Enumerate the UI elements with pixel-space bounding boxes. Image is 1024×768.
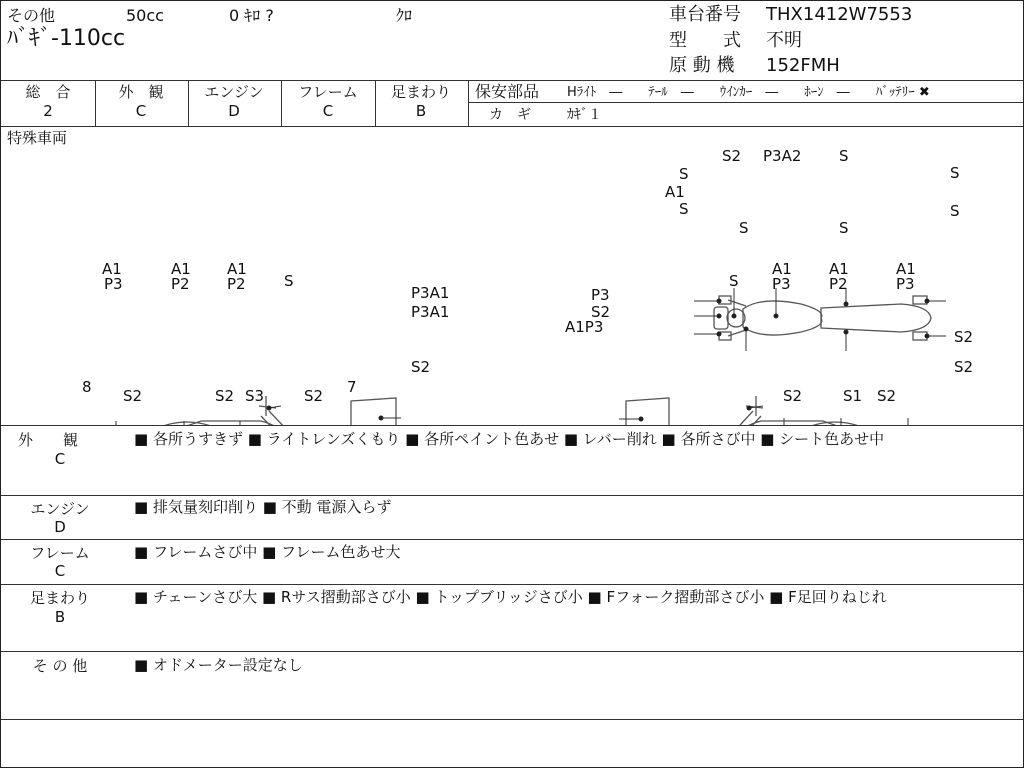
- label-top-s2: S2: [722, 147, 742, 165]
- label-top-p3a2: P3A2: [763, 147, 802, 165]
- label-right-p3: P3: [591, 286, 610, 304]
- exterior-grade: C: [135, 102, 147, 120]
- model-name: ﾊﾞｷﾞ-110cc: [7, 26, 126, 51]
- label-top-a1: A1: [665, 183, 685, 201]
- label-left-s2: S2: [411, 358, 431, 376]
- label-right-s2: S2: [954, 358, 974, 376]
- label-right-a1p3: A1P3: [565, 318, 604, 336]
- remarks-exterior-grade: C: [54, 450, 66, 468]
- divider: [1, 425, 1023, 426]
- exterior-label: 外 観: [118, 83, 164, 101]
- label-right-a1: A1: [772, 260, 792, 278]
- label-right-s2: S2: [783, 387, 803, 405]
- remarks-frame-label: フレーム: [30, 544, 90, 562]
- type-label: 型 式: [669, 30, 741, 51]
- label-right-p3: P3: [896, 275, 915, 293]
- frame-no-label: 車台番号: [669, 4, 741, 25]
- divider: [1, 584, 1023, 585]
- label-right-p3: P3: [772, 275, 791, 293]
- top-view-motorcycle: [714, 296, 931, 340]
- remarks-exterior-text: ■ 各所うすきず ■ ライトレンズくもり ■ 各所ペイント色あせ ■ レバー削れ ■ 各所さび中 ■ シート色あせ中: [134, 430, 885, 448]
- remarks-other-label: そ の 他: [32, 657, 88, 675]
- remarks-engine-label: エンジン: [30, 500, 90, 518]
- label-left-8: 8: [82, 378, 92, 396]
- label-left-7: 7: [347, 378, 357, 396]
- label-left-s2: S2: [123, 387, 143, 405]
- label-left-s: S: [284, 272, 294, 290]
- remarks-suspension-label: 足まわり: [29, 589, 90, 607]
- label-top-s: S: [739, 219, 749, 237]
- label-left-p3: P3: [104, 275, 123, 293]
- color: ｸﾛ: [396, 6, 413, 25]
- label-left-s2: S2: [215, 387, 235, 405]
- damage-diagram: [1, 126, 1023, 426]
- label-left-a1: A1: [102, 260, 122, 278]
- key-value: ｶｷﾞ１: [567, 107, 602, 123]
- label-top-s: S: [950, 202, 960, 220]
- label-left-p2: P2: [227, 275, 246, 293]
- label-left-p2: P2: [171, 275, 190, 293]
- divider: [1, 651, 1023, 652]
- special-vehicle-label: 特殊車両: [7, 129, 68, 147]
- remarks-engine-grade: D: [54, 518, 66, 536]
- engine-label: 原 動 機: [669, 55, 735, 76]
- label-left-a1: A1: [171, 260, 191, 278]
- displacement: 50cc: [126, 6, 164, 25]
- label-right-a1: A1: [896, 260, 916, 278]
- type-value: 不明: [766, 30, 802, 51]
- remarks-other-text: ■ オドメーター設定なし: [134, 656, 303, 674]
- divider: [1, 719, 1023, 720]
- label-right-s2: S2: [877, 387, 897, 405]
- suspension-label: 足まわり: [390, 83, 451, 101]
- label-left-p3a1: P3A1: [411, 303, 450, 321]
- label-top-s: S: [950, 164, 960, 182]
- frame-no: THX1412W7553: [766, 4, 913, 25]
- suspension-grade: B: [415, 102, 427, 120]
- label-right-s2: S2: [954, 328, 974, 346]
- label-top-s: S: [679, 200, 689, 218]
- label-right-s: S: [729, 272, 739, 290]
- label-right-p2: P2: [829, 275, 848, 293]
- mileage: 0 ｷﾛ ?: [229, 6, 274, 25]
- remarks-exterior-label: 外 観: [17, 431, 78, 449]
- remarks-frame-text: ■ フレームさび中 ■ フレーム色あせ大: [134, 543, 401, 561]
- safety-label: 保安部品: [475, 82, 540, 101]
- remarks-frame-grade: C: [54, 562, 66, 580]
- key-label: カ ギ: [489, 107, 531, 123]
- label-right-s2: S2: [591, 303, 611, 321]
- remarks-suspension-text: ■ チェーンさび大 ■ Rサス摺動部さび小 ■ トップブリッジさび小 ■ Fフォーク摺動部さび小 ■ F足回りねじれ: [134, 588, 887, 606]
- frame-grade: C: [322, 102, 334, 120]
- engine-label: エンジン: [204, 83, 264, 101]
- label-top-s: S: [679, 165, 689, 183]
- category: その他: [7, 6, 56, 25]
- overall-label: 総 合: [25, 83, 71, 101]
- safety-items: Hﾗｲﾄ ― ﾃｰﾙ ― ｳｲﾝｶｰ ― ﾎｰﾝ ― ﾊﾞｯﾃﾘｰ ✖: [567, 85, 930, 100]
- engine-value: 152FMH: [766, 55, 840, 76]
- label-left-s2: S2: [304, 387, 324, 405]
- engine-grade: D: [228, 102, 240, 120]
- divider: [1, 539, 1023, 540]
- label-right-a1: A1: [829, 260, 849, 278]
- remarks-suspension-grade: B: [54, 608, 66, 626]
- label-right-s1: S1: [843, 387, 863, 405]
- label-left-p3a1: P3A1: [411, 284, 450, 302]
- remarks-engine-text: ■ 排気量刻印削り ■ 不動 電源入らず: [134, 498, 392, 516]
- label-left-s3: S3: [245, 387, 265, 405]
- label-left-a1: A1: [227, 260, 247, 278]
- label-top-s: S: [839, 147, 849, 165]
- label-top-s: S: [839, 219, 849, 237]
- frame-label: フレーム: [298, 83, 358, 101]
- overall-grade: 2: [43, 102, 53, 120]
